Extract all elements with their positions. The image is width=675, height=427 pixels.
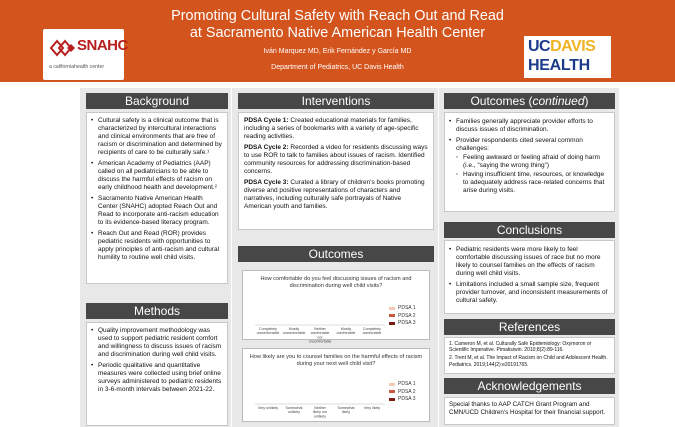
category-label: Mostly comfortable: [336, 327, 356, 336]
category-label: Very likely: [363, 406, 381, 410]
snahc-brand: SNAHC: [77, 37, 128, 54]
outcome-bullet: • Families generally appreciate provider efforts to discuss issues of discrimination.: [449, 118, 611, 134]
pdsa-cycle-1: [244, 117, 429, 141]
outcomes-continued-panel: [444, 112, 615, 212]
poster-title: [125, 8, 550, 42]
ucdavis-health: HEALTH: [528, 57, 590, 74]
counsel-chart: [242, 348, 430, 422]
heading-italic: continued: [532, 94, 585, 108]
legend-swatch: [389, 390, 395, 393]
category-label: Somewhat likely: [337, 406, 355, 415]
background-bullet: • Reach Out and Read (ROR) provides pediatric residents with opportunities to apply principles of anti-racism and cultural humility to routine well child visits.: [91, 230, 224, 262]
cycle-label: PDSA Cycle 3:: [244, 179, 289, 186]
snahc-emblem-icon: [49, 37, 77, 59]
interventions-heading: Interventions: [238, 93, 434, 109]
cycle-label: PDSA Cycle 2:: [244, 144, 289, 151]
conclusion-bullet: • Limitations included a small sample size, frequent provider turnover, and inconsistent measurements of cultural safety.: [449, 281, 611, 305]
cycle-label: PDSA Cycle 1:: [244, 117, 289, 124]
methods-heading: Methods: [86, 303, 228, 319]
acknowledgements-panel: [444, 397, 615, 425]
conclusions-panel: [444, 240, 615, 314]
legend-item: [389, 381, 416, 387]
legend-label: PDSA 1: [398, 381, 416, 387]
chart-title: How comfortable do you feel discussing issues of racism and discrimination during well child visits?: [260, 276, 412, 289]
interventions-panel: [238, 112, 434, 230]
category-label: Somewhat unlikely: [285, 406, 303, 415]
legend-item: [389, 389, 416, 395]
legend-swatch: [389, 307, 395, 310]
category-label: Mostly uncomfortable: [282, 327, 306, 336]
chart-legend: [389, 381, 416, 404]
references-heading: References: [444, 319, 615, 335]
chart-title: How likely are you to counsel families on the harmful effects of racism during your next well child visit?: [249, 354, 423, 367]
challenge-item: ◦ Feeling awkward or feeling afraid of doing harm (i.e., “saying the wrong thing”): [456, 154, 611, 170]
methods-bullet: • Quality improvement methodology was used to support pediatric resident comfort and willingness to discuss issues of racism and discrimination during well child visits.: [91, 327, 224, 359]
legend-label: PDSA 3: [398, 320, 416, 326]
legend-swatch: [389, 322, 395, 325]
snahc-logo: [43, 29, 128, 80]
snahc-subtitle: a californiahealth center: [49, 64, 105, 70]
title-line-2: at Sacramento Native American Health Center: [189, 25, 486, 41]
legend-item: [389, 305, 416, 311]
authors: Iván Marquez MD, Erik Fernández y García MD: [263, 48, 412, 55]
category-label: Very unlikely: [257, 406, 279, 410]
conclusions-heading: Conclusions: [444, 222, 615, 238]
legend-swatch: [389, 314, 395, 317]
acknowledgements-text: Special thanks to AAP CATCH Grant Program and CMN/UCD Children's Hospital for their financial support.: [449, 401, 606, 416]
legend-label: PDSA 3: [398, 396, 416, 402]
category-label: Neither likely nor unlikely: [312, 406, 328, 419]
title-line-1: Promoting Cultural Safety with Reach Out and Read: [171, 8, 504, 24]
ucdavis-wordmark: [528, 38, 595, 56]
category-label: Neither comfortable nor uncomfortable: [308, 327, 332, 344]
heading-text: Outcomes (: [470, 94, 533, 108]
legend-label: PDSA 1: [398, 305, 416, 311]
legend-item: [389, 396, 416, 402]
background-heading: Background: [86, 93, 228, 109]
cycle-text: Created educational materials for families, including a series of bookmarks with a variety of age-specific reading activities.: [244, 117, 419, 140]
pdsa-cycle-2: [244, 144, 429, 176]
background-bullet: • Sacramento Native American Health Center (SNAHC) adopted Reach Out and Read to incorporate anti-racism education to its evidence-based literacy program.: [91, 195, 224, 227]
davis-text: DAVIS: [550, 38, 596, 55]
category-label: Completely comfortable: [362, 327, 382, 336]
legend-item: [389, 313, 416, 319]
outcomes-heading: Outcomes: [238, 246, 434, 262]
uc-text: UC: [528, 38, 551, 55]
category-label: Completely uncomfortable: [256, 327, 280, 336]
legend-label: PDSA 2: [398, 312, 416, 319]
legend-label: PDSA 2: [398, 388, 416, 395]
background-bullet: • Cultural safety is a clinical outcome that is characterized by intercultural interactions and clinical environments that are free of racism or discrimination and determined by recipients of care to be culturally safe.¹: [91, 117, 224, 157]
challenge-list: [456, 154, 611, 195]
heading-text: ): [584, 94, 589, 108]
acknowledgements-heading: Acknowledgements: [444, 378, 615, 394]
cycle-text: Recorded a video for residents discussing ways to use ROR to talk to families about issues of racism. Identified community resources for addressing discrimination-based concerns.: [244, 144, 428, 175]
background-panel: [86, 112, 228, 284]
pdsa-cycle-3: [244, 179, 429, 211]
outcomes-continued-heading: [444, 93, 615, 109]
poster-header: [0, 0, 675, 82]
challenge-item: ◦ Having insufficient time, resources, or knowledge to adequately address race-related concerns that arise during visits.: [456, 171, 611, 195]
reference-item: 1. Cameron M, et al. Culturally Safe Epidemiology: Oxymoron or Scientific Imperative. Pimatisiwin. 2010;8(2):89-116.: [449, 341, 592, 354]
background-bullet: • American Academy of Pediatrics (AAP) called on all pediatricians to be able to discuss the harmful effects of racism on early childhood health and development.²: [91, 160, 224, 192]
methods-panel: [86, 322, 228, 426]
cycle-text: Curated a library of children's books promoting diverse and positive representations of characters and narratives, including culturally safe portrayals of Native American youth and families.: [244, 179, 425, 210]
legend-swatch: [389, 383, 395, 386]
outcome-text: Provider respondents cited several common challenges:: [456, 137, 583, 152]
reference-item: 2. Trent M, et al. The Impact of Racism on Child and Adolescent Health. Pediatrics. 2019;144(2):e20191765.: [449, 355, 608, 368]
department: Department of Pediatrics, UC Davis Health: [271, 64, 404, 71]
legend-item: [389, 320, 416, 326]
outcome-bullet: [449, 137, 611, 195]
references-panel: [444, 337, 615, 374]
ucdavis-logo: [524, 36, 611, 78]
comfort-chart: [242, 270, 430, 344]
legend-swatch: [389, 398, 395, 401]
conclusion-bullet: • Pediatric residents were more likely to feel comfortable discussing issues of race but no more likely to counsel families on the effects of racism during well child visits.: [449, 246, 611, 278]
chart-legend: [389, 305, 416, 328]
methods-bullet: • Periodic qualitative and quantitative measures were collected using brief online surveys administered to pediatric residents in 3-6-month intervals between 2021-22.: [91, 362, 224, 394]
